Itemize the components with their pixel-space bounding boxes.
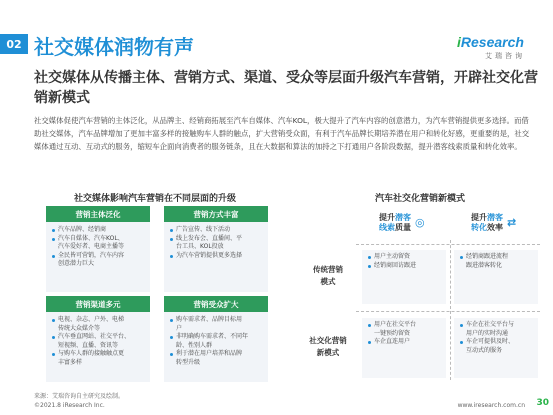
cell-list bbox=[460, 253, 534, 270]
page-title: 社交媒体润物有声 bbox=[34, 35, 194, 59]
list-item: 为汽车营销提供更多选择 bbox=[170, 252, 264, 261]
section-number-badge: 02 bbox=[0, 34, 28, 54]
divider bbox=[450, 240, 451, 380]
website-url: www.iresearch.com.cn bbox=[457, 402, 525, 409]
card-list bbox=[52, 316, 146, 367]
list-item: 汽车爱好者、电商主播等 bbox=[58, 243, 125, 250]
matrix-cell bbox=[454, 318, 538, 378]
list-item: 创意潜力巨大 bbox=[58, 260, 95, 267]
card-title: 营销渠道多元 bbox=[46, 296, 150, 312]
list-item: 传统大众媒介等 bbox=[58, 324, 101, 332]
matrix-cell bbox=[362, 250, 446, 304]
intro-paragraph: 社交媒体促使汽车营销的主体泛化，从品牌主、经销商拓展至汽车自媒体、汽车KOL，极大提升了汽车内容的创意潜力，为汽车营销提供更多选择。而借助社交媒体，汽车品牌增加了更加丰富多样的接触购车人群的触点，扩大营销受众面，有利于汽车品牌长期培养潜在用户和转化好感，更重要的是，社交媒体通过互动、互动式的服务，缩短车企面向消费者的服务链条，且在大数据和算法的加持之下打通用户各阶段数据，提升潜客线索质量和转化效率。 bbox=[34, 116, 530, 151]
page-number: 30 bbox=[536, 398, 549, 408]
column-header-lead-quality: 提升潜客 线索质量 ◎ bbox=[360, 206, 448, 240]
list-item: 利于潜在用户培养和品牌 bbox=[170, 350, 264, 359]
divider bbox=[356, 244, 540, 245]
list-item: 线上发布会、直播间、平 bbox=[170, 235, 264, 244]
list-item: 非明确购车需求者、不同年 bbox=[170, 333, 264, 342]
shuffle-icon: ⇄ bbox=[507, 216, 517, 229]
list-item: 汽车品牌、经销商 bbox=[52, 226, 146, 235]
list-item: 全民皆可营销，汽车内容 bbox=[52, 252, 146, 261]
list-item: 电视、杂志、户外、电梯 bbox=[52, 316, 146, 325]
right-panel-title: 汽车社交化营销新模式 bbox=[374, 194, 465, 204]
list-item: 一键预约留资 bbox=[374, 329, 411, 337]
row-header-traditional: 传统营销 模式 bbox=[313, 265, 343, 286]
list-item: 丰富多样 bbox=[58, 358, 83, 366]
list-item: 车企在社交平台与 bbox=[460, 321, 534, 330]
list-item: 与购车人群的接触触点更 bbox=[52, 350, 146, 359]
card-list bbox=[170, 226, 264, 260]
list-item: 互动式的服务 bbox=[466, 346, 503, 354]
matrix-cell bbox=[362, 318, 446, 378]
list-item: 汽车垂直网站、社交平台、 bbox=[52, 333, 146, 342]
row-header-social: 社交化营销 新模式 bbox=[309, 336, 347, 357]
cell-list bbox=[368, 253, 442, 270]
iresearch-logo bbox=[457, 34, 539, 68]
list-item: 广告宣传、线下活动 bbox=[170, 226, 264, 235]
page-subtitle: 社交媒体从传播主体、营销方式、渠道、受众等层面升级汽车营销，开辟社交化营销新模式 bbox=[34, 70, 538, 106]
list-item: 台工具、KOL投放 bbox=[176, 243, 224, 250]
left-panel-title: 社交媒体影响汽车营销在不同层面的升级 bbox=[73, 194, 236, 204]
list-item: 跟进潜客转化 bbox=[466, 261, 503, 269]
card-marketing-channels bbox=[46, 296, 150, 382]
card-title: 营销受众扩大 bbox=[164, 296, 268, 312]
social-marketing-matrix bbox=[300, 206, 540, 381]
cell-list bbox=[368, 321, 442, 347]
list-item: 车企直连用户 bbox=[368, 338, 442, 347]
card-list bbox=[170, 316, 264, 367]
divider bbox=[356, 311, 540, 312]
list-item: 经销商回访跟进 bbox=[368, 262, 442, 271]
card-marketing-methods bbox=[164, 206, 268, 292]
column-header-conversion-efficiency: 提升潜客 转化效率 ⇄ bbox=[452, 206, 540, 240]
logo-subtitle: 艾瑞咨询 bbox=[485, 52, 525, 60]
source-note: 来源：艾瑞咨询自主研究及绘制。 bbox=[34, 393, 125, 400]
list-item: 户 bbox=[176, 324, 183, 332]
upgrade-cards bbox=[46, 206, 270, 386]
copyright: ©2021.8 iResearch Inc. bbox=[34, 402, 105, 409]
list-item: 购车需求者、品牌目标用 bbox=[170, 316, 264, 325]
list-item: 用户在社交平台 bbox=[368, 321, 442, 330]
list-item: 龄、性别人群 bbox=[176, 341, 213, 349]
list-item: 经销商跟进流程 bbox=[460, 253, 534, 262]
card-list bbox=[52, 226, 146, 269]
target-icon: ◎ bbox=[415, 216, 425, 229]
list-item: 汽车自媒体、汽车KOL、 bbox=[52, 235, 146, 244]
cell-list bbox=[460, 321, 534, 355]
card-title: 营销方式丰富 bbox=[164, 206, 268, 222]
logo-wordmark: iResearch bbox=[457, 34, 524, 50]
list-item: 用户主动留资 bbox=[368, 253, 442, 262]
matrix-cell bbox=[454, 250, 538, 304]
card-marketing-audience bbox=[164, 296, 268, 382]
list-item: 短视频、直播、资讯等 bbox=[58, 341, 119, 349]
list-item: 用户的实时沟通 bbox=[466, 329, 509, 337]
list-item: 转型升级 bbox=[176, 358, 201, 366]
card-title: 营销主体泛化 bbox=[46, 206, 150, 222]
list-item: 车企可提供及时、 bbox=[460, 338, 534, 347]
card-marketing-subject bbox=[46, 206, 150, 292]
